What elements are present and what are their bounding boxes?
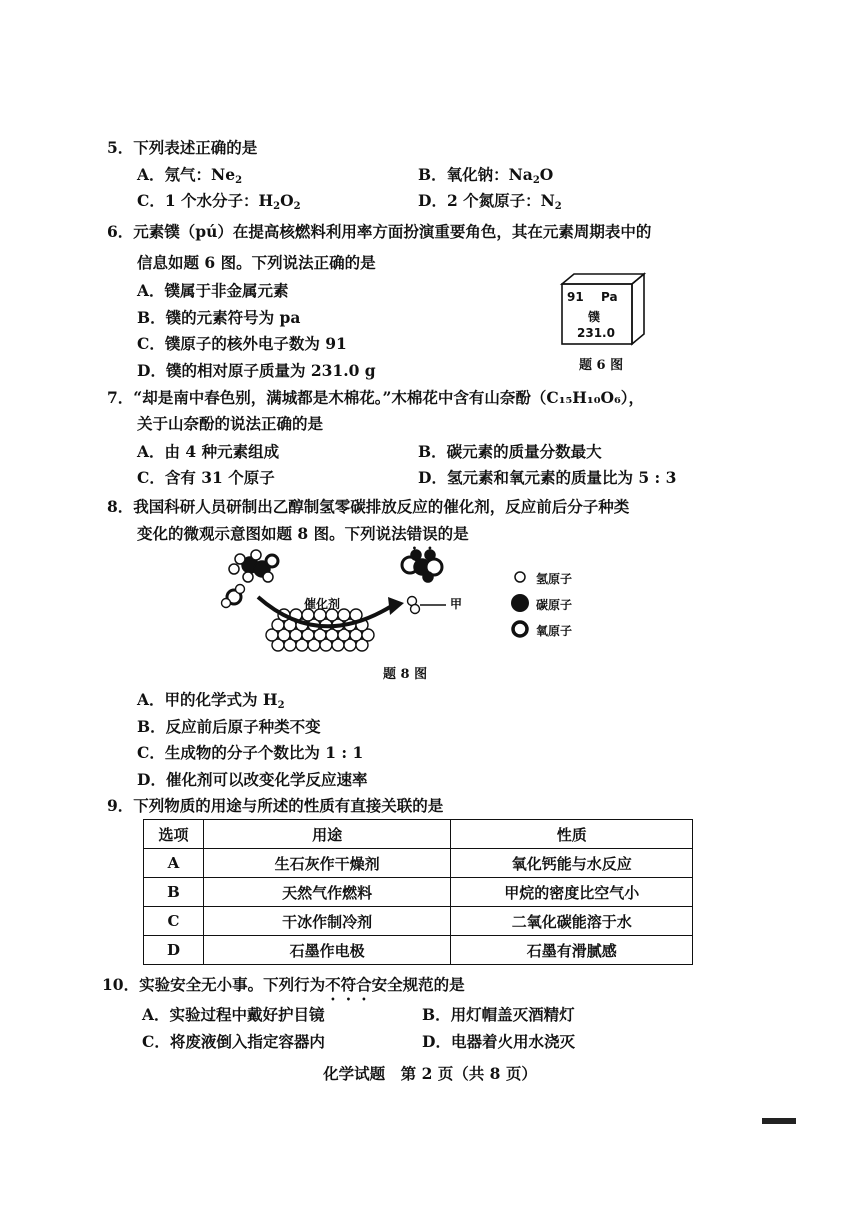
q7-stem-line1: 7．“却是南中春色别，满城都是木棉花。”木棉花中含有山奈酚（C₁₅H₁₀O₆），: [107, 388, 645, 407]
q10-stem: [102, 973, 465, 1004]
product-label-jia: 甲: [450, 597, 463, 611]
q6-option-a: A．镤属于非金属元素: [137, 281, 289, 300]
q9-stem: 9．下列物质的用途与所述的性质有直接关联的是: [107, 796, 444, 815]
q10-stem-post: 安全规范的是: [371, 975, 465, 994]
q5-b-post: O: [539, 165, 554, 184]
scanner-mark: [762, 1118, 796, 1124]
q6-option-b: B．镤的元素符号为 pa: [137, 308, 301, 327]
cell-option: A: [144, 849, 204, 878]
q5-b-text: B．氧化钠：Na: [418, 165, 533, 184]
q7-option-b: B．碳元素的质量分数最大: [418, 442, 602, 461]
q8-stem-emph: 错误: [406, 524, 438, 543]
product-molecule-co2: [402, 550, 442, 582]
q5-a-text: A．氖气：Ne: [137, 165, 236, 184]
element-number: 91: [567, 290, 584, 304]
q6-stem-line2: 信息如题 6 图。下列说法正确的是: [137, 253, 376, 272]
q8-stem-line1: 8．我国科研人员研制出乙醇制氢零碳排放反应的催化剂，反应前后分子种类: [107, 497, 630, 516]
page-footer: 化学试题 第 2 页（共 8 页）: [323, 1064, 537, 1083]
cell-use: 石墨作电极: [203, 936, 451, 965]
cell-property: 氧化钙能与水反应: [451, 849, 693, 878]
legend-hydrogen: 氢原子: [536, 572, 573, 586]
header-use: 用途: [203, 820, 451, 849]
q8-option-b: B．反应前后原子种类不变: [137, 717, 321, 736]
oxygen-atom-icon: [513, 622, 527, 636]
q6-option-d: D．镤的相对原子质量为 231.0 g: [137, 361, 376, 380]
table-row: [144, 878, 693, 907]
q10-stem-pre: 10．实验安全无小事。下列行为: [102, 975, 326, 994]
cell-property: 二氧化碳能溶于水: [451, 907, 693, 936]
table-row: [144, 849, 693, 878]
q10-option-a: A．实验过程中戴好护目镜: [142, 1005, 325, 1024]
q8-a-text: A．甲的化学式为 H: [137, 690, 278, 709]
table-row: [144, 936, 693, 965]
reactant-molecule-water: [222, 585, 245, 608]
element-symbol: Pa: [601, 290, 618, 304]
q10-stem-emph: 不符合: [325, 975, 372, 994]
cell-property: 甲烷的密度比空气小: [451, 878, 693, 907]
cell-use: 生石灰作干燥剂: [203, 849, 451, 878]
q8-stem-post: 的是: [437, 524, 469, 543]
q7-option-d: D．氢元素和氧元素的质量比为 5 : 3: [418, 468, 677, 487]
cell-option: D: [144, 936, 204, 965]
q10-option-c: C．将废液倒入指定容器内: [142, 1032, 325, 1051]
q8-option-c: C．生成物的分子个数比为 1 : 1: [137, 743, 364, 762]
table-header-row: [144, 820, 693, 849]
q8-figure-caption: 题 8 图: [383, 667, 428, 682]
q5-a-sub: 2: [235, 175, 243, 186]
q8-stem-pre: 变化的微观示意图如题 8 图。下列说法: [137, 524, 407, 543]
carbon-atom-icon: [511, 594, 529, 612]
catalyst-label: 催化剂: [304, 597, 341, 611]
table-row: [144, 907, 693, 936]
cell-option: C: [144, 907, 204, 936]
element-name: 镤: [588, 310, 601, 324]
q5-option-a: [137, 163, 242, 186]
header-property: 性质: [451, 820, 693, 849]
q5-d-sub: 2: [554, 201, 562, 212]
q10-option-d: D．电器着火用水浇灭: [422, 1032, 575, 1051]
reactant-molecule-large: [229, 550, 278, 582]
q8-option-a: [137, 688, 285, 711]
cell-option: B: [144, 878, 204, 907]
cell-use: 天然气作燃料: [203, 878, 451, 907]
legend-symbols: [508, 568, 536, 638]
q9-table: [143, 819, 693, 965]
header-option: 选项: [144, 820, 204, 849]
q5-d-text: D．2 个氮原子：N: [418, 191, 555, 210]
q5-c-mid: O: [280, 191, 294, 210]
cell-use: 干冰作制冷剂: [203, 907, 451, 936]
q5-c-sub2: 2: [293, 201, 301, 212]
q6-figure-caption: 题 6 图: [579, 358, 624, 373]
q5-option-c: [137, 189, 301, 212]
q5-option-b: [418, 163, 553, 186]
q5-option-d: [418, 189, 562, 212]
q6-option-c: C．镤原子的核外电子数为 91: [137, 334, 347, 353]
legend-carbon: 碳原子: [536, 598, 573, 612]
q5-c-sub1: 2: [273, 201, 281, 212]
element-mass: 231.0: [577, 326, 615, 340]
arrow-head: [388, 597, 404, 615]
q7-stem-line2: 关于山奈酚的说法正确的是: [137, 414, 324, 433]
q6-stem-line1: 6．元素镤（pú）在提高核燃料利用率方面扮演重要角色，其在元素周期表中的: [107, 222, 652, 241]
q7-option-c: C．含有 31 个原子: [137, 468, 275, 487]
product-molecule-h2: [408, 597, 420, 614]
q8-a-sub: 2: [277, 700, 285, 711]
reaction-diagram: [210, 545, 480, 660]
hydrogen-atom-icon: [515, 572, 525, 582]
cell-property: 石墨有滑腻感: [451, 936, 693, 965]
q5-stem: 5．下列表述正确的是: [107, 138, 258, 157]
q7-option-a: A．由 4 种元素组成: [137, 442, 280, 461]
q5-b-sub: 2: [532, 175, 540, 186]
q10-option-b: B．用灯帽盖灭酒精灯: [422, 1005, 575, 1024]
q5-c-text: C．1 个水分子：H: [137, 191, 274, 210]
q8-option-d: D．催化剂可以改变化学反应速率: [137, 770, 368, 789]
legend-oxygen: 氧原子: [536, 624, 573, 638]
